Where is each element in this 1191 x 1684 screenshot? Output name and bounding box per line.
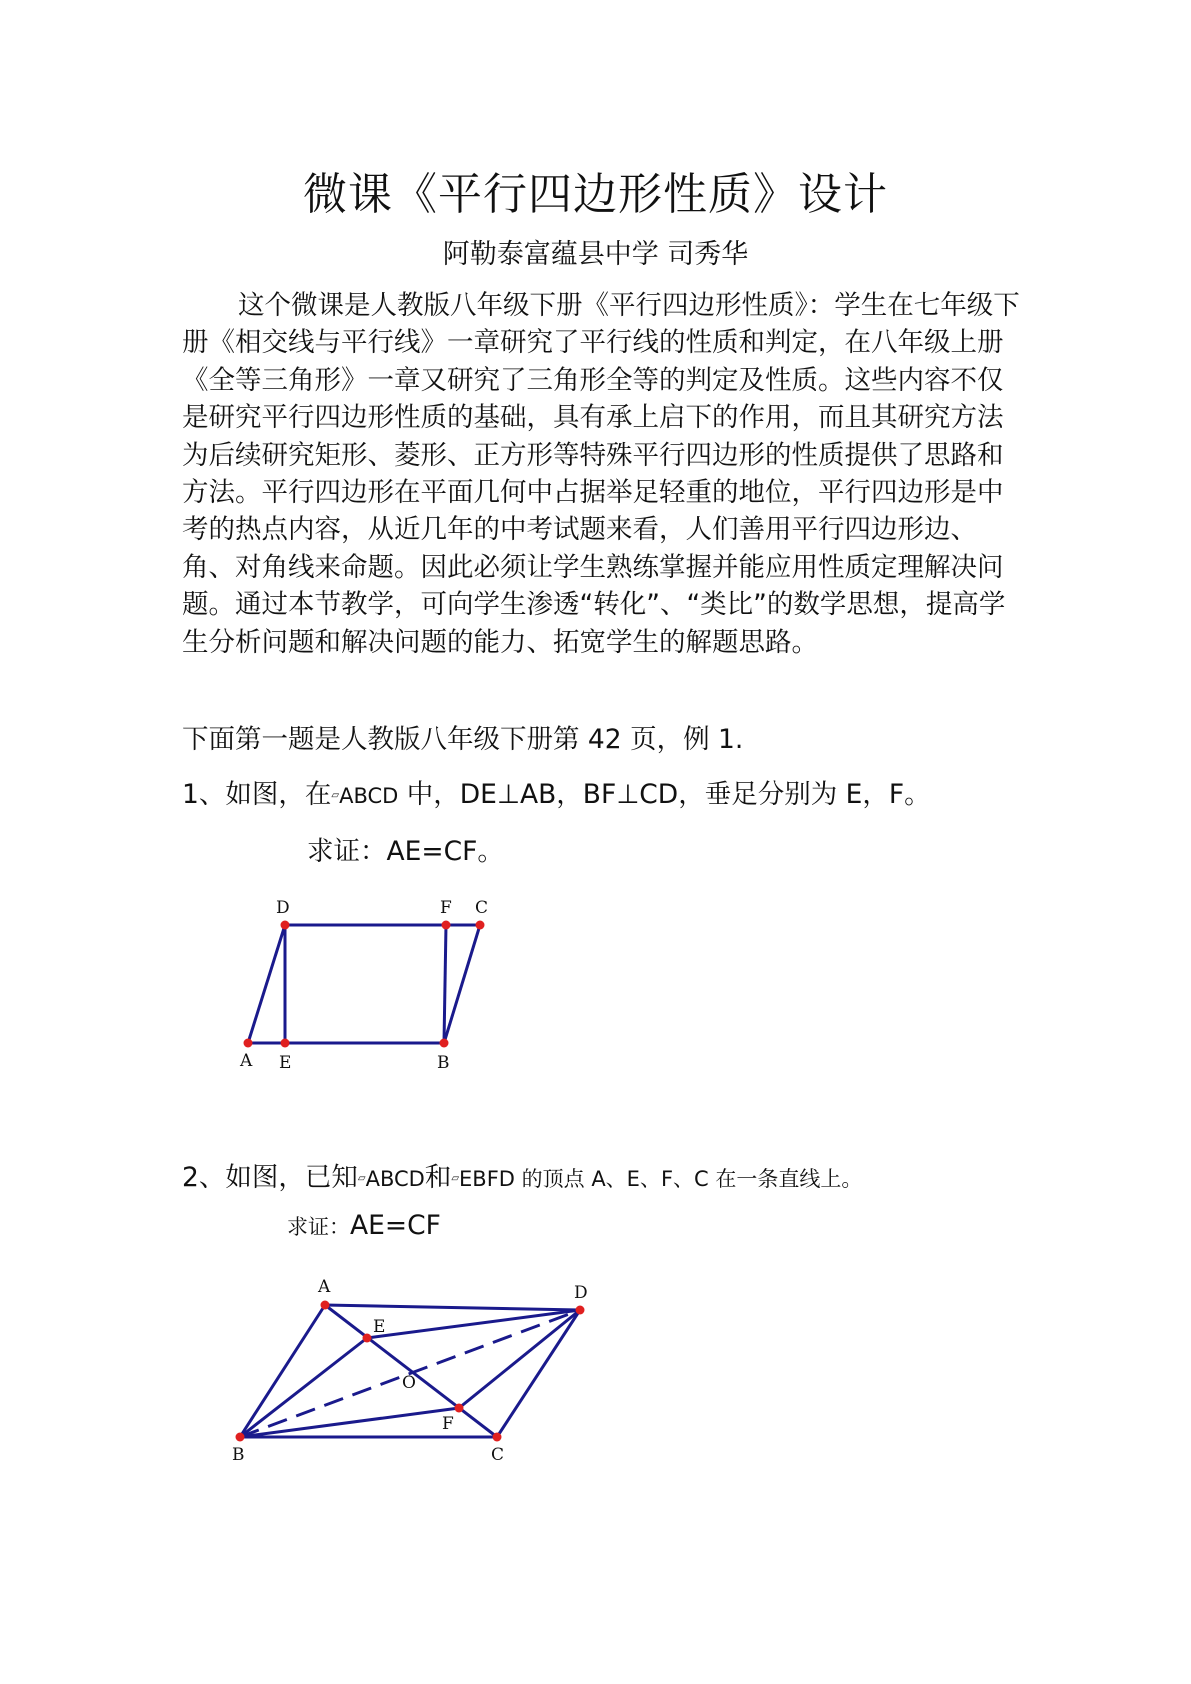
intro-paragraph: 这个微课是人教版八年级下册《平行四边形性质》：学生在七年级下册《相交线与平行线》一章研究了平行线的性质和判定，在八年级上册《全等三角形》一章又研究了三角形全等的判定及性质。这些内容不仅是研究平行四边形性质的基础，具有承上启下的作用，而且其研究方法为后续研究矩形、菱形、正方形等特殊平行四边形的性质提供了思路和方法。平行四边形在平面几何中占据举足轻重的地位，平行四边形是中考的热点内容，从近几年的中考试题来看，人们善用平行四边形边、角、对角线来命题。因此必须让学生熟练掌握并能应用性质定理解决问题。通过本节教学，可向学生渗透“转化”、“类比”的数学思想，提高学生分析问题和解决问题的能力、拓宽学生的解题思路。 [182,290,1020,658]
label-E: E [373,1317,386,1337]
label-C: C [475,898,489,918]
problem-2-shape-1: ABCD [365,1167,425,1191]
label-E: E [279,1053,292,1073]
point-A [244,1039,253,1048]
point-C [493,1433,502,1442]
page-title: 微课《平行四边形性质》设计 [303,169,888,220]
problem-1-statement [182,772,931,811]
parallelogram-icon: ▱ [331,790,340,801]
point-F [442,921,451,930]
point-B [236,1433,245,1442]
problem-1-shape: ABCD [339,784,399,808]
source-note: 下面第一题是人教版八年级下册第 42 页，例 1. [182,724,744,755]
problem-2-joiner: 和 [424,1162,452,1193]
problem-2-diagram [225,1270,605,1470]
point-E [281,1039,290,1048]
problem-2-statement [182,1155,862,1194]
problem-2-prove-label: 求证： [287,1215,350,1239]
point-F [455,1404,464,1413]
point-D [576,1306,585,1315]
point-C [476,921,485,930]
point-D [281,921,290,930]
problem-1-prefix: 1、如图，在 [182,779,332,810]
label-D: D [276,898,290,918]
author: 阿勒泰富蕴县中学 司秀华 [442,239,749,270]
problem-2-suffix: 的顶点 A、E、F、C 在一条直线上。 [514,1167,863,1191]
label-A: A [240,1051,253,1071]
problem-2-prefix: 2、如图，已知 [182,1162,358,1193]
point-B [440,1039,449,1048]
label-F: F [442,1414,454,1434]
label-B: B [437,1053,450,1073]
problem-2-prove [287,1210,441,1241]
problem-1-diagram [230,895,510,1080]
point-E [363,1334,372,1343]
point-A [321,1301,330,1310]
parallelogram-icon: ▱ [357,1173,366,1184]
parallelogram-icon: ▱ [451,1173,460,1184]
label-A: A [318,1277,331,1297]
problem-2-shape-2: EBFD [459,1167,515,1191]
problem-1-suffix: 中，DE⊥AB，BF⊥CD，垂足分别为 E，F。 [398,779,931,810]
label-O: O [402,1373,416,1393]
label-F: F [440,898,452,918]
problem-1-prove: 求证：AE=CF。 [307,836,504,867]
label-B: B [232,1445,245,1465]
label-D: D [574,1283,588,1303]
problem-2-prove-value: AE=CF [350,1210,441,1241]
label-C: C [491,1445,505,1465]
